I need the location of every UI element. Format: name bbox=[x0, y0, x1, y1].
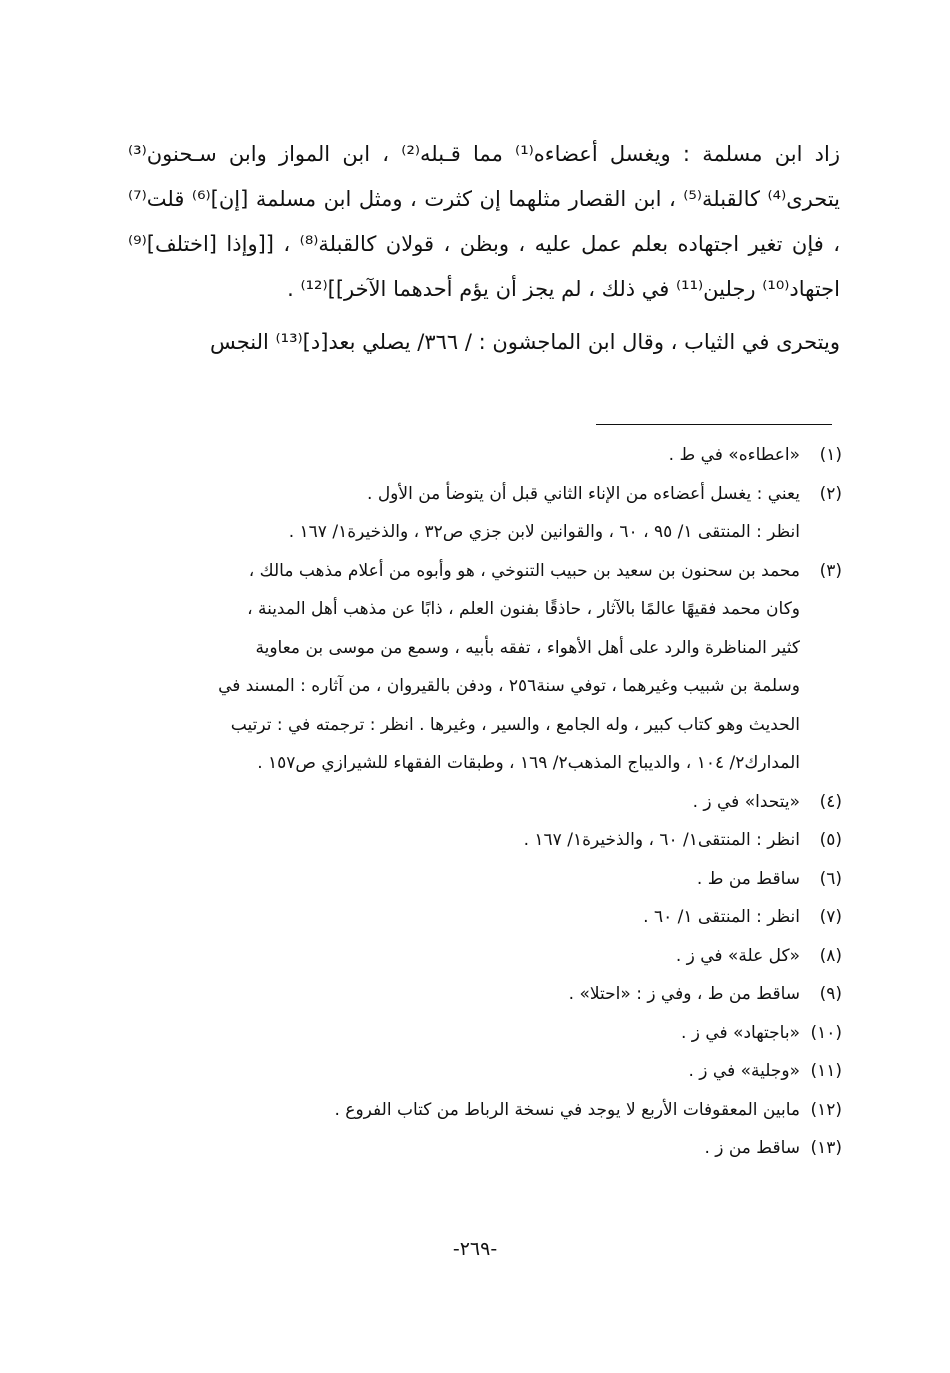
footnote-line: مابين المعقوفات الأربع لا يوجد في نسخة الرباط من كتاب الفروع . bbox=[334, 1099, 800, 1120]
footnote-text bbox=[120, 937, 800, 976]
footnote-line: يعني : يغسل أعضاءه من الإناء الثاني قبل أن يتوضأ من الأول . bbox=[367, 483, 800, 504]
footnote-number: (١) bbox=[819, 445, 842, 465]
footnote-text bbox=[120, 475, 800, 552]
footnote-item bbox=[120, 475, 842, 552]
footnote-text bbox=[120, 1052, 800, 1091]
main-paragraph-1: زاد ابن مسلمة : ويغسل أعضاءه⁽¹⁾ مما قـبله⁽²⁾ ، ابن المواز وابن سـحنون⁽³⁾ يتحرى⁽⁴⁾ كالقبلة⁽⁵⁾ ، ابن القصار مثلهما إن كثرت ، ومثل ابن مسلمة [إن]⁽⁶⁾ قلت⁽⁷⁾ ، فإن تغير اجتهاده بعلم عمل عليه ، وبظن ، قولان كالقبلة⁽⁸⁾ ، [[وإذا [اختلف]⁽⁹⁾ اجتهاد⁽¹⁰⁾ رجلين⁽¹¹⁾ في ذلك ، لم يجز أن يؤم أحدهما الآخر]]⁽¹²⁾ . bbox=[128, 142, 840, 301]
footnote-number: (٧) bbox=[819, 907, 842, 927]
footnote-item bbox=[120, 860, 842, 899]
footnote-text bbox=[120, 1091, 800, 1130]
main-paragraph-2: ويتحرى في الثياب ، وقال ابن الماجشون : / ٣٦٦/ يصلي بعد[د]⁽¹³⁾ النجس bbox=[209, 330, 840, 354]
footnote-item bbox=[120, 937, 842, 976]
footnote-text bbox=[120, 860, 800, 899]
footnote-text bbox=[120, 975, 800, 1014]
footnote-text bbox=[120, 898, 800, 937]
footnote-line: وكان محمد فقيهًا عالمًا بالآثار ، حاذقًا بفنون العلم ، ذابًا عن مذهب أهل المدينة ، bbox=[247, 599, 800, 619]
footnote-text bbox=[120, 436, 800, 475]
footnote-number: (١٠) bbox=[810, 1022, 842, 1043]
footnote-line: ساقط من ز . bbox=[704, 1138, 800, 1158]
footnote-separator bbox=[596, 424, 832, 425]
footnote-line: «اعطاءه» في ط . bbox=[668, 445, 800, 465]
footnote-line: انظر : المنتقى ١/ ٩٥ ، ٦٠ ، والقوانين لابن جزي ص٣٢ ، والذخيرة١/ ١٦٧ . bbox=[288, 522, 800, 542]
footnote-item bbox=[120, 1014, 842, 1053]
footnote-item bbox=[120, 1091, 842, 1130]
footnote-number: (٨) bbox=[819, 945, 842, 966]
footnote-number: (٦) bbox=[819, 868, 842, 889]
footnote-number: (١٢) bbox=[810, 1099, 842, 1120]
footnote-text bbox=[120, 821, 800, 860]
page-number: -٢٦٩- bbox=[452, 1238, 498, 1260]
footnote-item bbox=[120, 1129, 842, 1168]
footnote-line: محمد بن سحنون بن سعيد بن حبيب التنوخي ، هو وأبوه من أعلام مذهب مالك ، bbox=[248, 560, 800, 581]
footnote-number: (٥) bbox=[819, 830, 842, 850]
footnote-line: المدارك٢/ ١٠٤ ، والديباج المذهب٢/ ١٦٩ ، وطبقات الفقهاء للشيرازي ص١٥٧ . bbox=[257, 753, 800, 773]
footnote-line: ساقط من ط . bbox=[696, 868, 800, 889]
footnote-number: (٣) bbox=[819, 560, 842, 581]
footnote-line: «كل علة» في ز . bbox=[675, 945, 800, 966]
footnote-item bbox=[120, 821, 842, 860]
footnote-item bbox=[120, 898, 842, 937]
footnote-item bbox=[120, 975, 842, 1014]
footnote-line: ساقط من ط ، وفي ز : «احتلا» . bbox=[568, 984, 800, 1004]
footnote-number: (٢) bbox=[819, 483, 842, 504]
footnote-item bbox=[120, 552, 842, 783]
footnote-line: كثير المناظرة والرد على أهل الأهواء ، تفقه بأبيه ، وسمع من موسى بن معاوية bbox=[255, 637, 800, 658]
footnote-number: (٤) bbox=[819, 791, 842, 812]
footnote-line: انظر : المنتقى١/ ٦٠ ، والذخيرة١/ ١٦٧ . bbox=[523, 830, 800, 850]
footnote-number: (٩) bbox=[819, 984, 842, 1004]
footnote-item bbox=[120, 783, 842, 822]
footnote-line: انظر : المنتقى ١/ ٦٠ . bbox=[643, 907, 800, 927]
footnote-line: «باجتهاد» في ز . bbox=[680, 1022, 800, 1043]
footnote-text bbox=[120, 783, 800, 822]
footnote-line: «وجلية» في ز . bbox=[688, 1061, 800, 1081]
footnote-line: وسلمة بن شبيب وغيرهما ، توفي سنة٢٥٦ ، ودفن بالقيروان ، من آثاره : المسند في bbox=[218, 676, 800, 696]
footnote-line: الحديث وهو كتاب كبير ، وله الجامع ، والسير ، وغيرها . انظر : ترجمته في : ترتيب bbox=[230, 714, 800, 735]
footnote-text bbox=[120, 552, 800, 783]
footnote-text bbox=[120, 1129, 800, 1168]
footnote-item bbox=[120, 1052, 842, 1091]
footnote-number: (١١) bbox=[810, 1061, 842, 1081]
footnote-item bbox=[120, 436, 842, 475]
main-text bbox=[128, 132, 840, 365]
footnotes bbox=[120, 436, 842, 1168]
footnote-text bbox=[120, 1014, 800, 1053]
footnote-line: «يتحدا» في ز . bbox=[692, 791, 800, 812]
footnote-number: (١٣) bbox=[810, 1138, 842, 1158]
